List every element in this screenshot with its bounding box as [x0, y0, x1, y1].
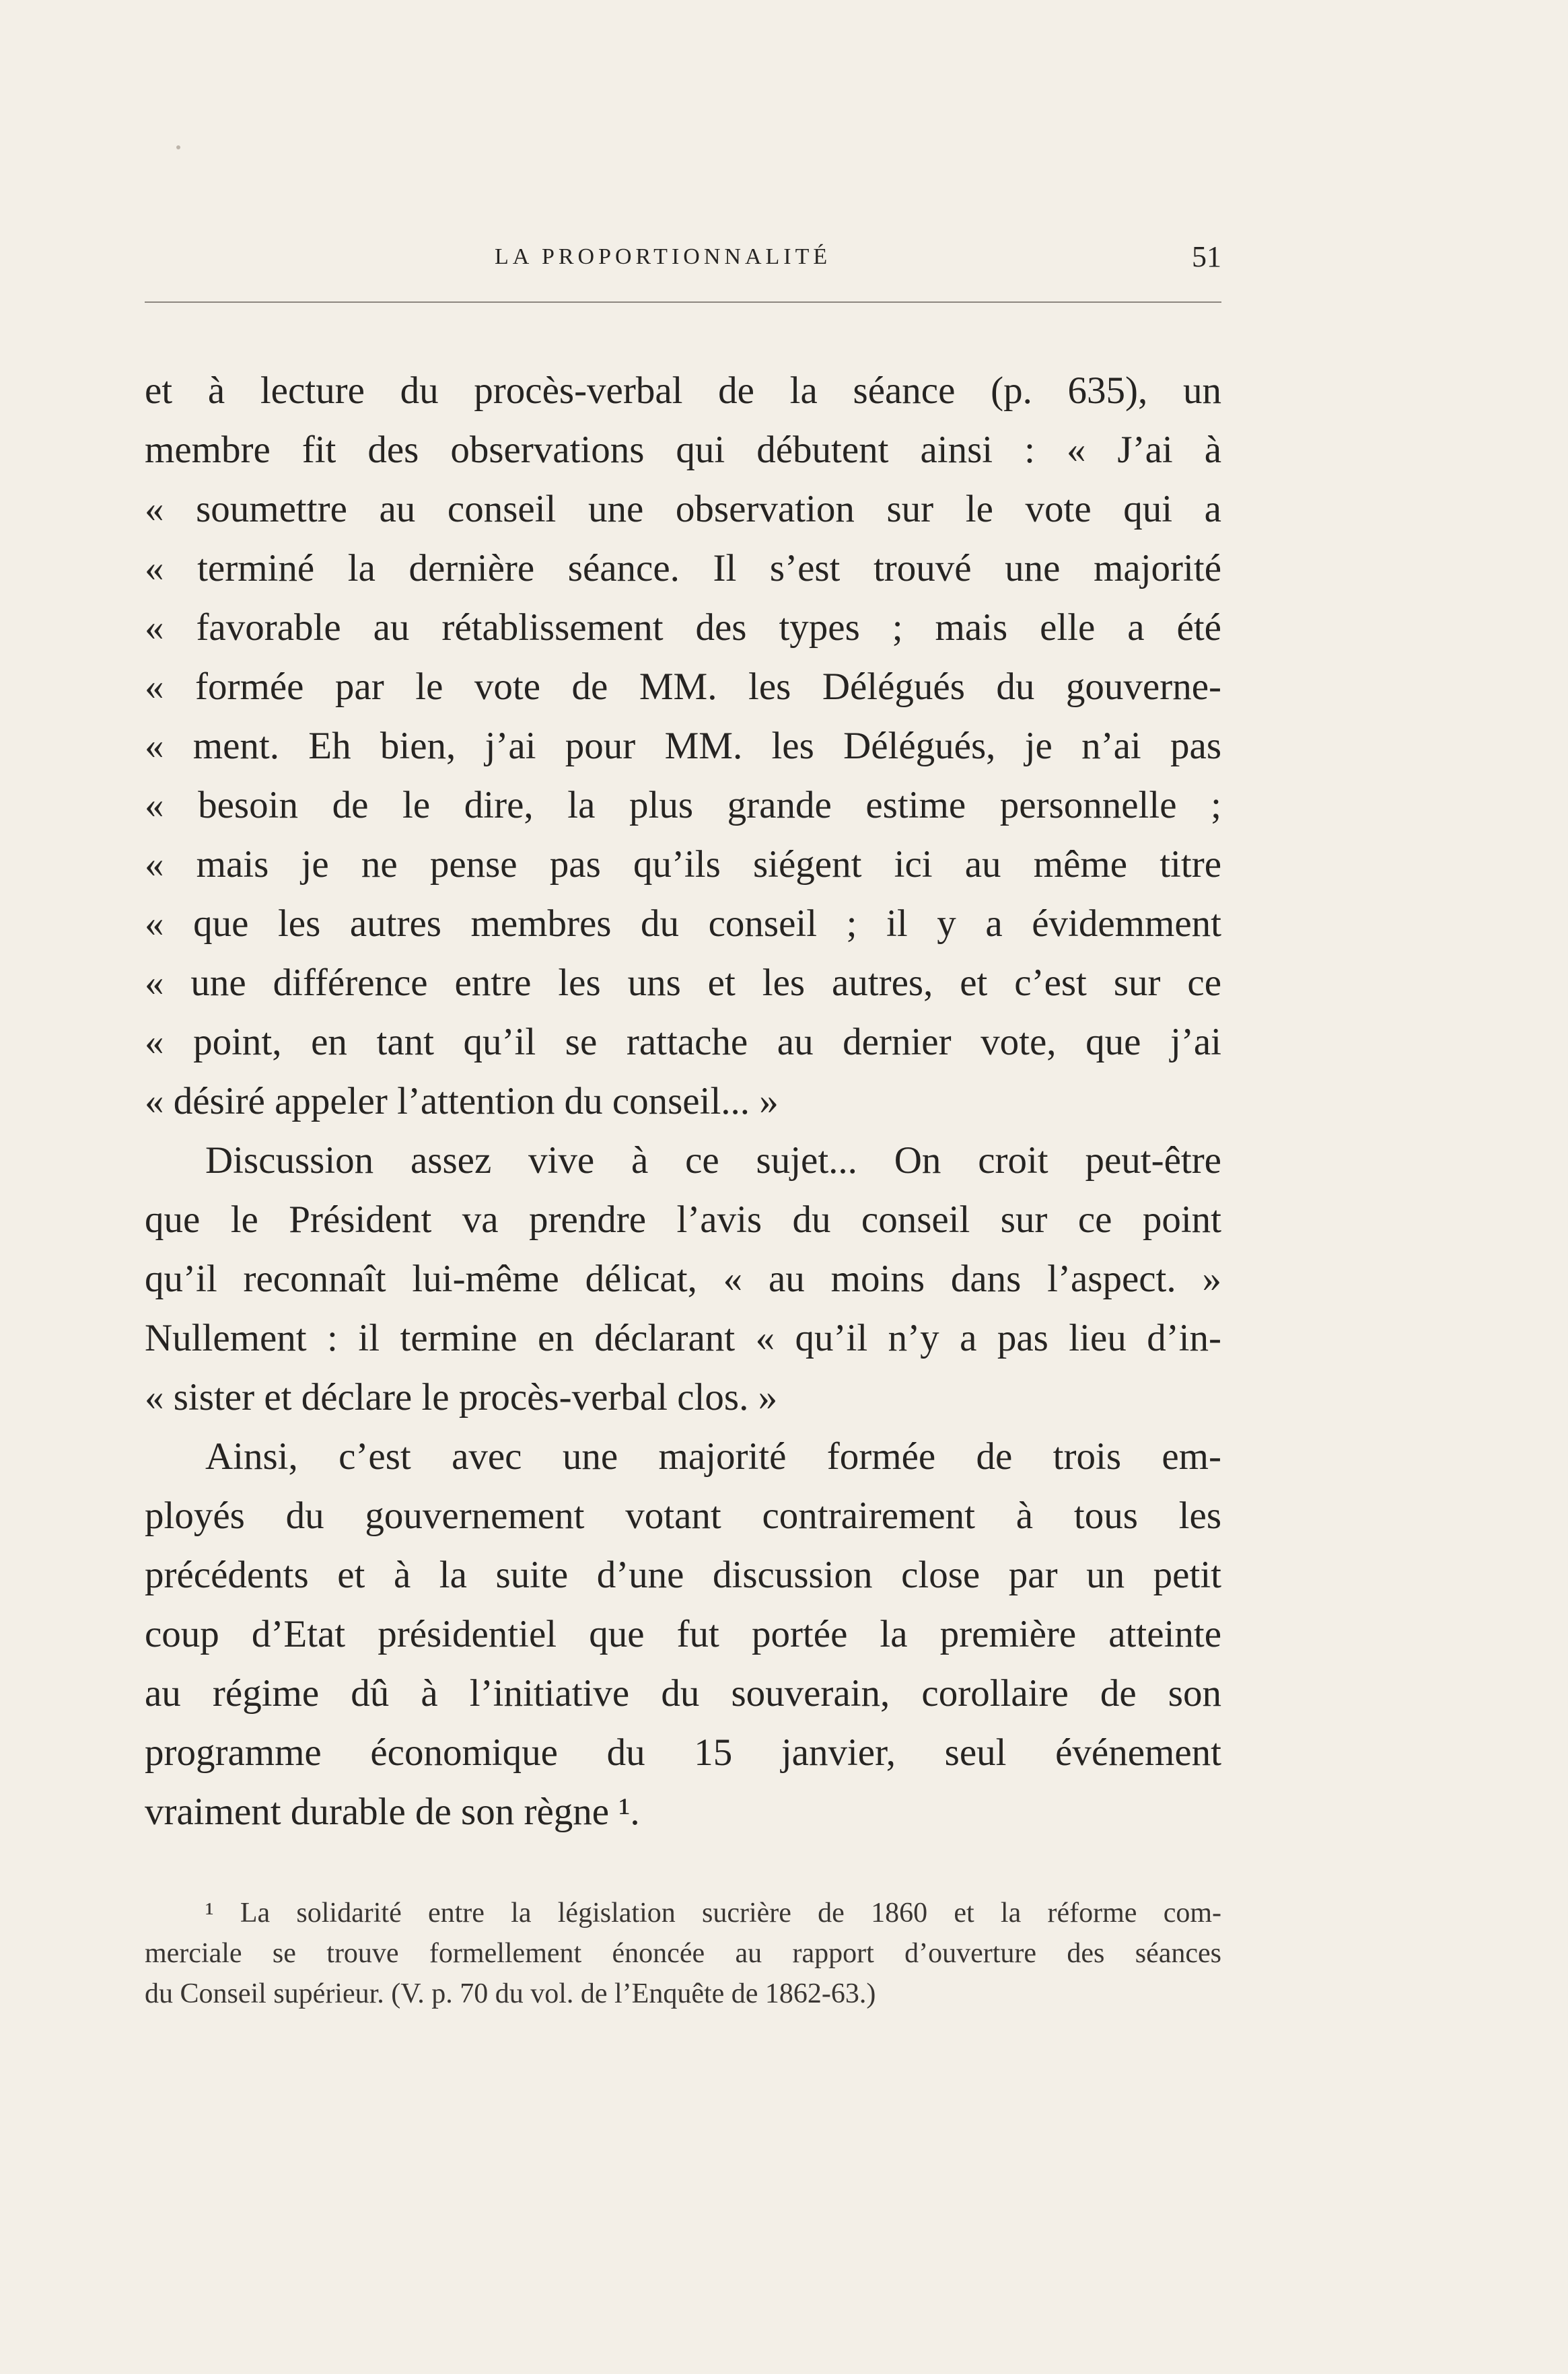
footnote-line: du Conseil supérieur. (V. p. 70 du vol. de l’Enquête de 1862-63.)	[145, 1978, 876, 2009]
text-line: « une différence entre les uns et les autres, et c’est sur ce	[145, 962, 1221, 1004]
footnote	[145, 1893, 1221, 2014]
text-line: coup d’Etat présidentiel que fut portée la première atteinte	[145, 1613, 1221, 1655]
page-number: 51	[1192, 240, 1221, 273]
text-line: « soumettre au conseil une observation sur le vote qui a	[145, 488, 1221, 530]
text-line: « favorable au rétablissement des types ; mais elle a été	[145, 606, 1221, 649]
text-line: Ainsi, c’est avec une majorité formée de trois em-	[205, 1435, 1221, 1478]
paper-speck	[176, 145, 180, 149]
text-line: « sister et déclare le procès-verbal clos. »	[145, 1376, 778, 1418]
text-line: « point, en tant qu’il se rattache au dernier vote, que j’ai	[145, 1021, 1221, 1063]
text-line: « ment. Eh bien, j’ai pour MM. les Délégués, je n’ai pas	[145, 725, 1221, 767]
text-line: Discussion assez vive à ce sujet... On croit peut-être	[205, 1139, 1221, 1182]
text-line: « que les autres membres du conseil ; il y a évidemment	[145, 902, 1221, 945]
text-line: « terminé la dernière séance. Il s’est trouvé une majorité	[145, 547, 1221, 589]
text-line: vraiment durable de son règne ¹.	[145, 1791, 640, 1833]
text-line: « mais je ne pense pas qu’ils siégent ici au même titre	[145, 843, 1221, 886]
text-line: « formée par le vote de MM. les Délégués du gouverne-	[145, 666, 1221, 708]
page-header	[145, 237, 1221, 277]
text-line: « besoin de le dire, la plus grande estime personnelle ;	[145, 784, 1221, 826]
text-line: programme économique du 15 janvier, seul événement	[145, 1731, 1221, 1774]
running-title: LA PROPORTIONNALITÉ	[495, 244, 832, 269]
text-line: ployés du gouvernement votant contrairement à tous les	[145, 1495, 1221, 1537]
footnote-line: ¹ La solidarité entre la législation sucrière de 1860 et la réforme com-	[205, 1898, 1221, 1929]
text-line: Nullement : il termine en déclarant « qu’il n’y a pas lieu d’in-	[145, 1317, 1221, 1359]
text-line: que le Président va prendre l’avis du conseil sur ce point	[145, 1198, 1221, 1241]
body-text	[145, 361, 1221, 1842]
text-line: précédents et à la suite d’une discussion close par un petit	[145, 1554, 1221, 1596]
header-rule	[145, 301, 1221, 303]
footnote-line: merciale se trouve formellement énoncée au rapport d’ouverture des séances	[145, 1938, 1221, 1969]
text-line: qu’il reconnaît lui-même délicat, « au moins dans l’aspect. »	[145, 1258, 1221, 1300]
text-line: au régime dû à l’initiative du souverain, corollaire de son	[145, 1672, 1221, 1715]
text-line: et à lecture du procès-verbal de la séance (p. 635), un	[145, 369, 1221, 412]
text-line: membre fit des observations qui débutent ainsi : « J’ai à	[145, 429, 1221, 471]
text-line: « désiré appeler l’attention du conseil... »	[145, 1080, 779, 1122]
